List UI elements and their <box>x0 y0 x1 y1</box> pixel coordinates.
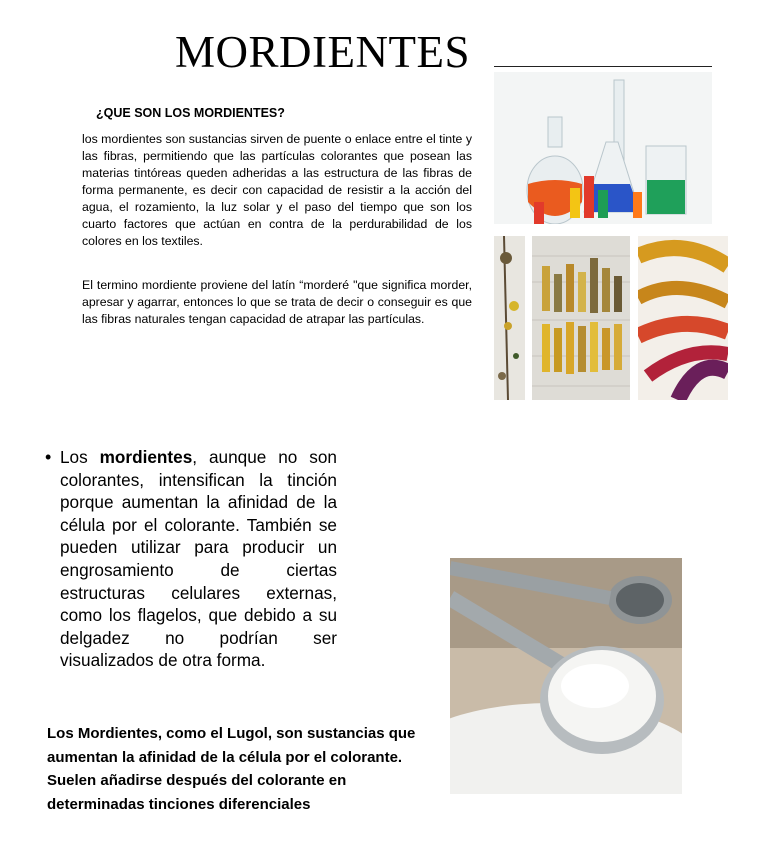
bullet-marker: • <box>45 447 52 467</box>
bullet-paragraph <box>60 446 337 672</box>
measuring-spoons-photo <box>450 558 682 794</box>
bullet-body: , aunque no son colorantes, intensifican la tinción porque aumentan la afinidad de la célula por el colorante. También se pueden utilizar para producir un engrosamiento de ciertas estructuras celulares externas, como los flagelos, que debido a su delgadez no podrían ser visualizados de otra forma. <box>60 447 337 671</box>
bullet-lead: Los <box>60 447 100 467</box>
page-title: MORDIENTES <box>175 27 470 77</box>
definition-paragraph: los mordientes son sustancias sirven de puente o enlace entre el tinte y las fibras, permitiendo que las partículas colorantes que posean las materias tintóreas queden adheridas a las estructura de las fibras de forma permanente, es decir con capacidad de resistir a la acción del agua, el rozamiento, la luz solar y el paso del tiempo que son los cuarto factores que actúan en contra de la perdurabilidad de los colores en los textiles. <box>82 132 472 248</box>
lab-beakers-photo <box>494 72 712 234</box>
plants-photo <box>494 236 525 400</box>
title-underline <box>494 66 712 67</box>
etymology-paragraph: El termino mordiente proviene del latín “morderé "que significa morder, apresar y agarrar, entonces lo que se trata de decir o conseguir es que las fibras naturales tengan capacidad de atrapar las partículas. <box>82 278 472 326</box>
closing-paragraph: Los Mordientes, como el Lugol, son sustancias que aumentan la afinidad de la célula por el colorante. Suelen añadirse después del colorante en determinadas tinciones diferenciales <box>47 725 416 813</box>
dye-swatches-photo <box>532 236 630 400</box>
yarn-skeins-photo <box>638 236 728 400</box>
bullet-keyword: mordientes <box>99 447 193 467</box>
section-heading: ¿QUE SON LOS MORDIENTES? <box>96 106 285 120</box>
